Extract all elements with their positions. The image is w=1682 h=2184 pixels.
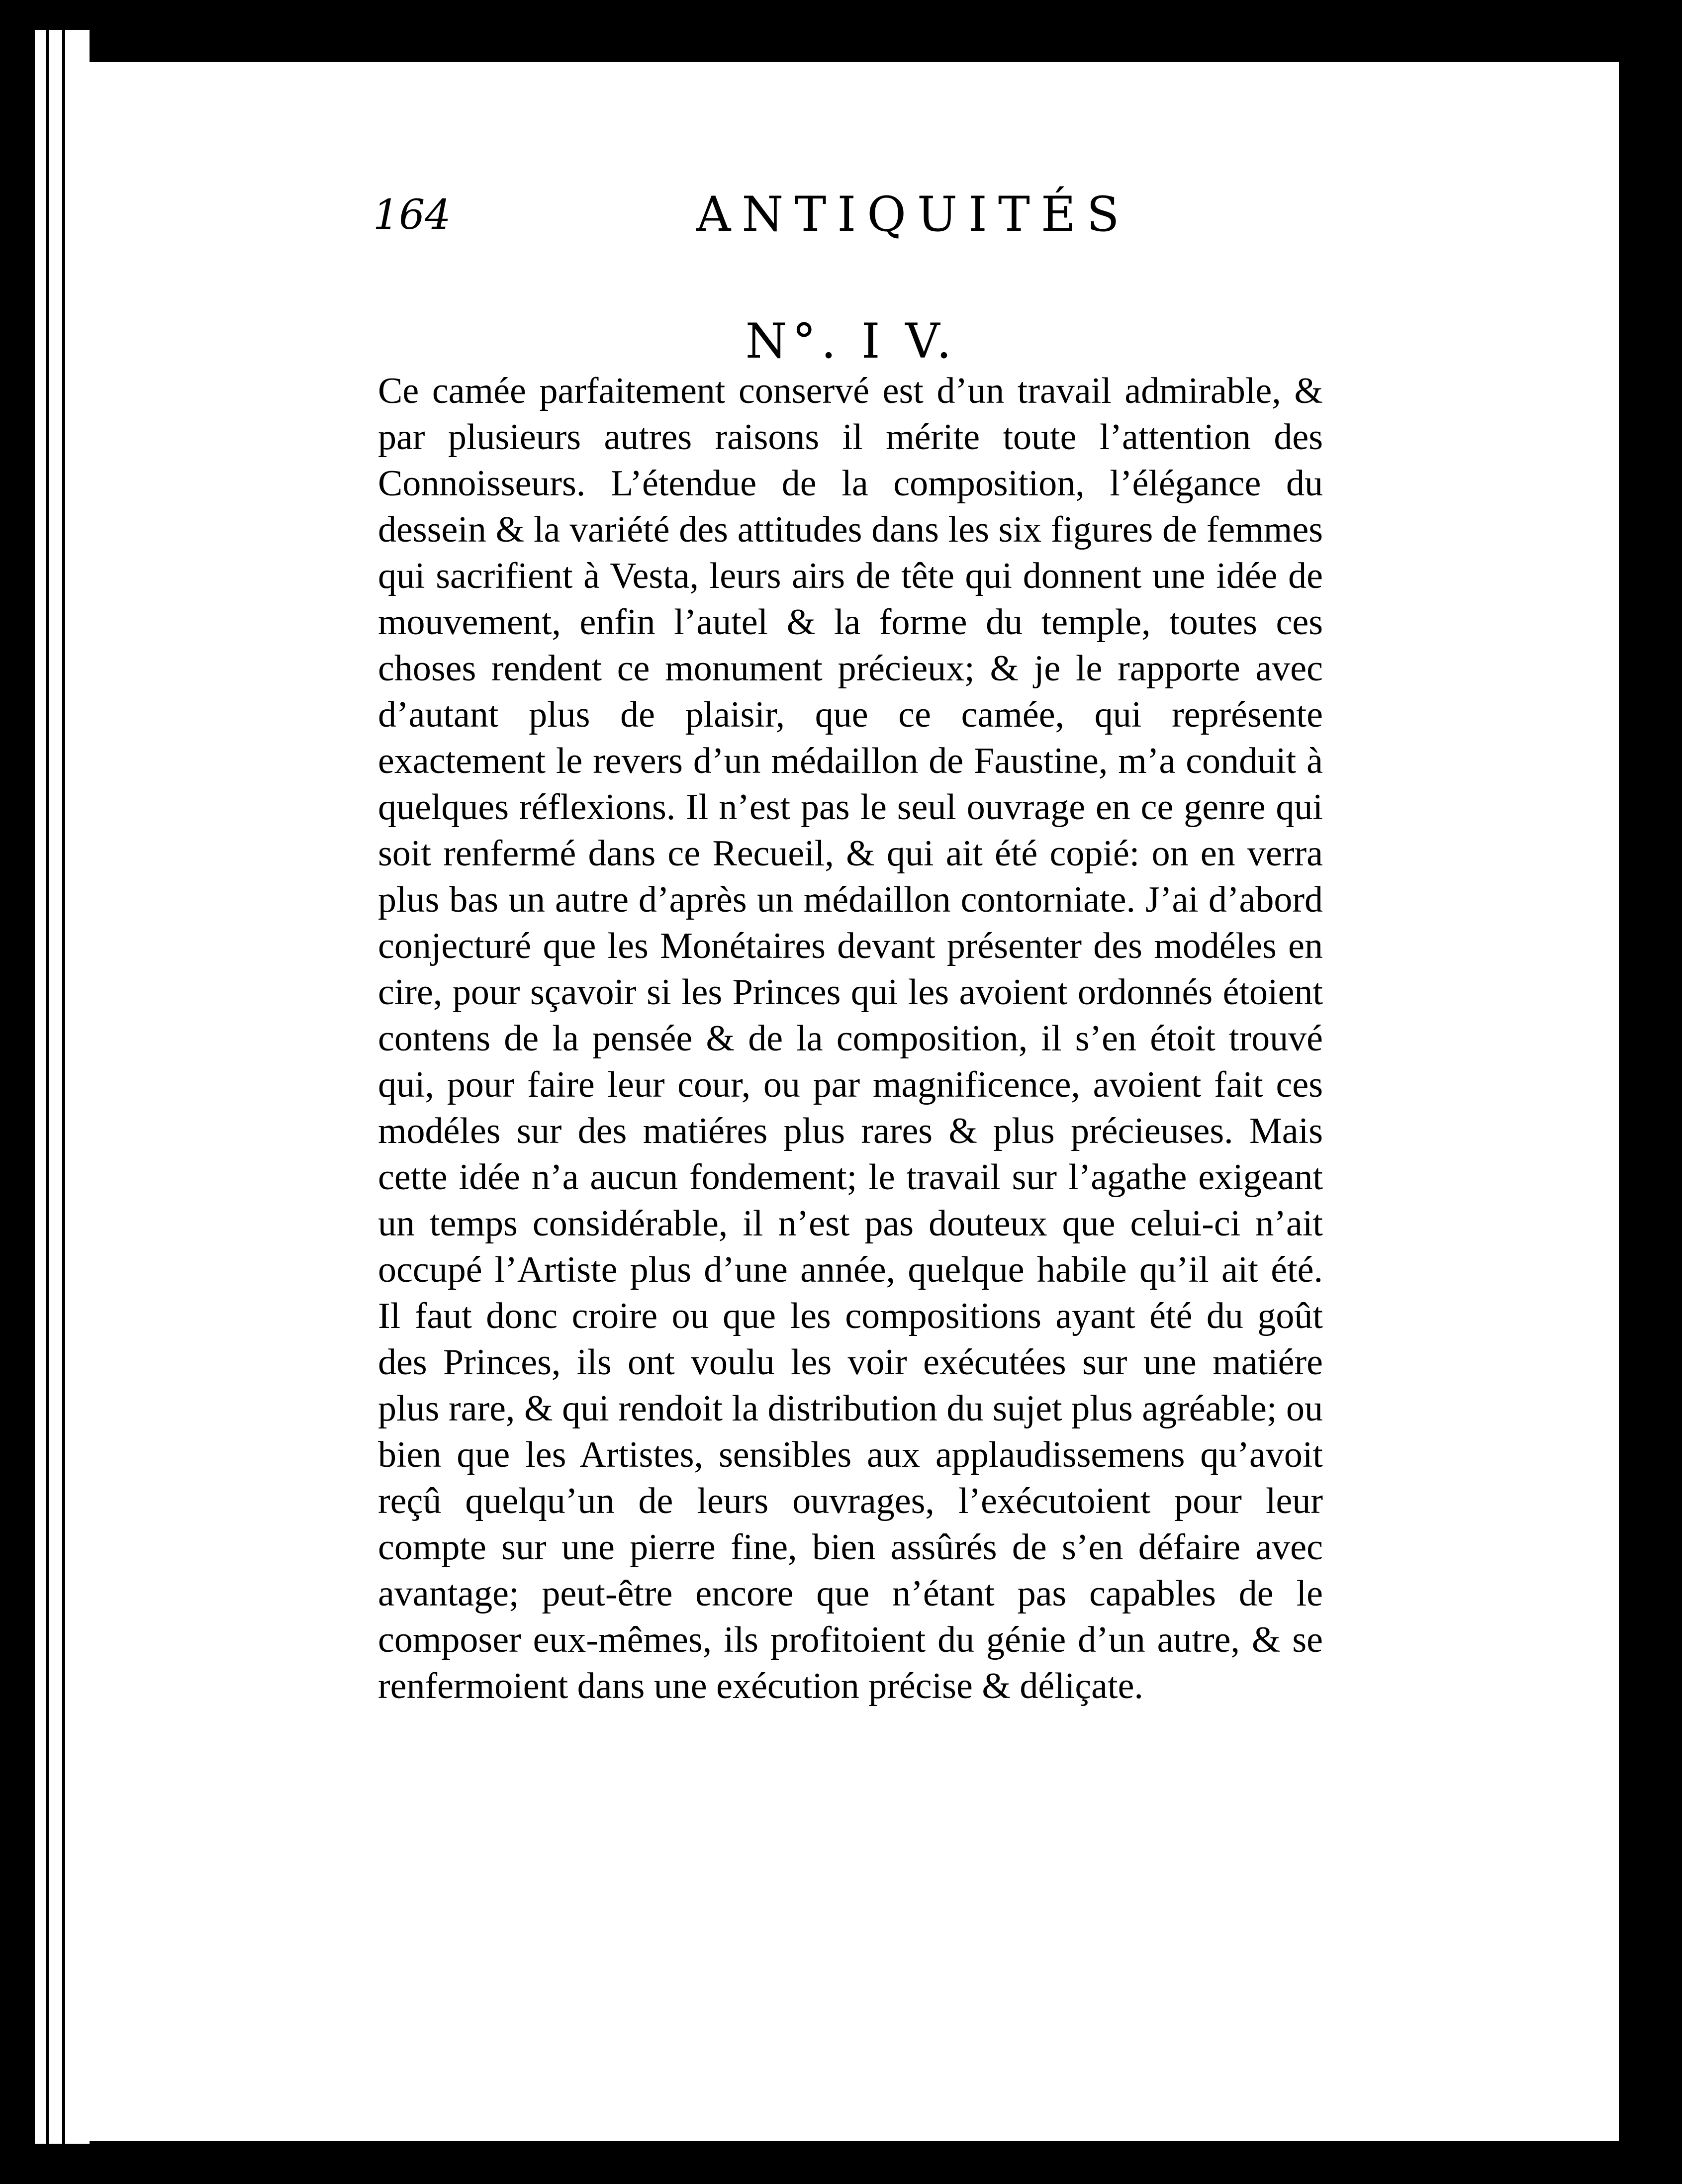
body-paragraph: Ce camée parfaitement conservé est d’un travail admirable, & par plusieurs autres raisons il mérite toute l’attention des Connoisseurs. L’étendue de la composition, l’élégance du dessein & la variété des attitudes dans les six figures de femmes qui sacrifient à Vesta, leurs airs de tête qui donnent une idée de mouvement, enfin l’autel & la forme du temple, toutes ces choses rendent ce monument précieux; & je le rapporte avec d’autant plus de plaisir, que ce camée, qui représente exactement le revers d’un médaillon de Faustine, m’a conduit à quelques réflexions. Il n’est pas le seul ouvrage en ce genre qui soit renfermé dans ce Recueil, & qui ait été copié: on en verra plus bas un autre d’après un médaillon contorniate. J’ai d’abord conjecturé que les Monétaires devant présenter des modéles en cire, pour sçavoir si les Princes qui les avoient ordonnés étoient contens de la pensée & de la composition, il s’en étoit trouvé qui, pour faire leur cour, ou par magnificence, avoient fait ces modéles sur des matiéres plus rares & plus précieuses. Mais cette idée n’a aucun fondement; le travail sur l’agathe exigeant un temps considérable, il n’est pas douteux que celui-ci n’ait occupé l’Artiste plus d’une année, quelque habile qu’il ait été. Il faut donc croire ou que les compositions ayant été du goût des Princes, ils ont voulu les voir exécutées sur une matiére plus rare, & qui rendoit la distribution du sujet plus agréable; ou bien que les Artistes, sensibles aux applaudissemens qu’avoit reçû quelqu’un de leurs ouvrages, l’exécutoient pour leur compte sur une pierre fine, bien assûrés de s’en défaire avec avantage; peut-être encore que n’étant pas capables de le composer eux-mêmes, ils profitoient du génie d’un autre, & se renfermoient dans une exécution précise & déliçate. <box>378 371 1323 1707</box>
running-head <box>373 177 1318 246</box>
running-head-title: ANTIQUITÉS <box>696 187 1130 242</box>
page-number: 164 <box>373 191 451 239</box>
section-number: N°. I V. <box>745 313 957 369</box>
